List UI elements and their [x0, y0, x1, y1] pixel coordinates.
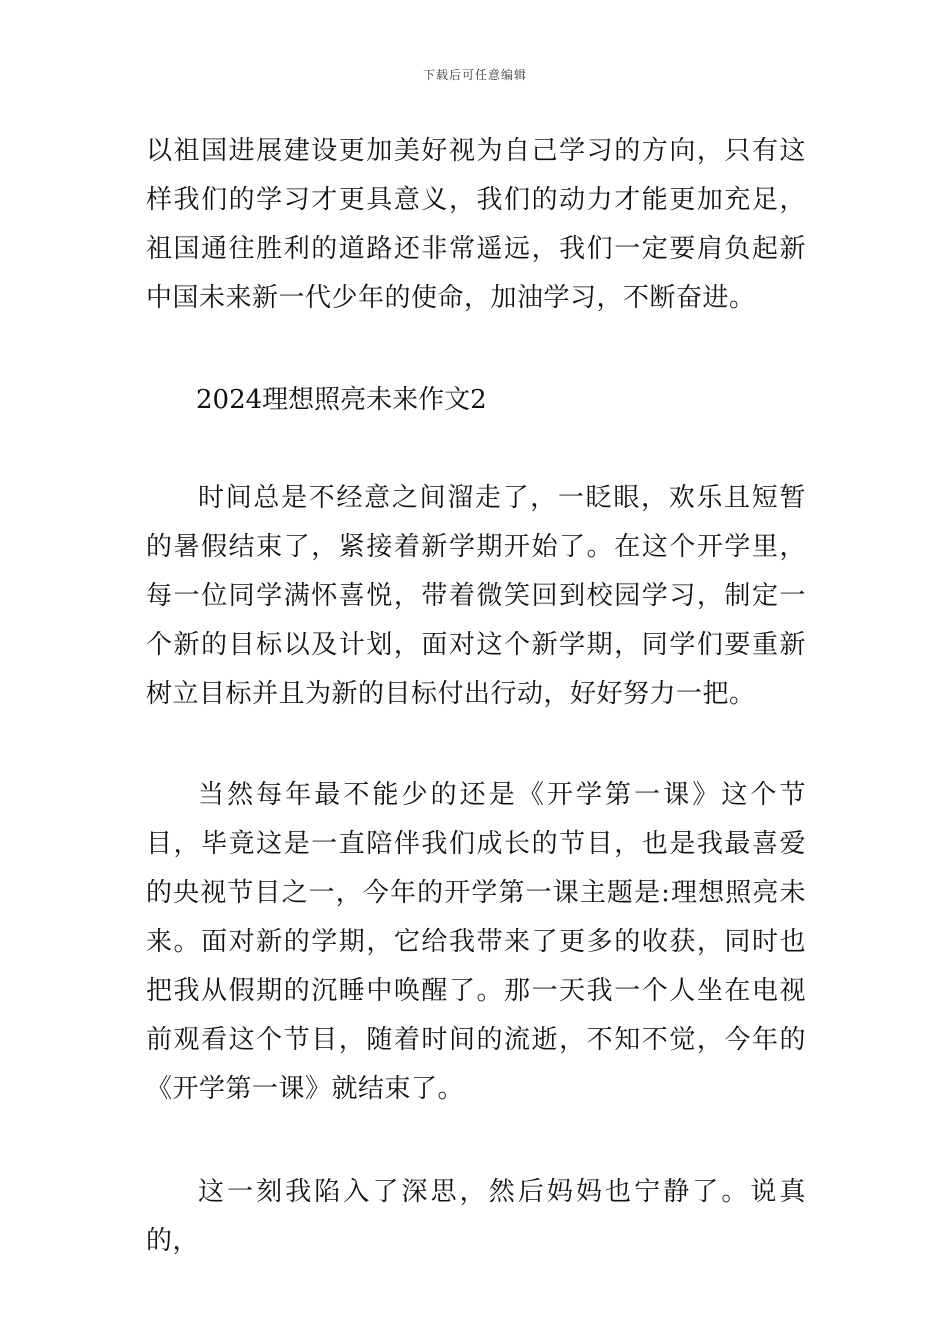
paragraph-2: 时间总是不经意之间溜走了，一眨眼，欢乐且短暂的暑假结束了，紧接着新学期开始了。在这个开学里，每一位同学满怀喜悦，带着微笑回到校园学习，制定一个新的目标以及计划，面对这个新学期，同学们要重新树立目标并且为新的目标付出行动，好好努力一把。 — [146, 483, 806, 709]
paragraph-3: 当然每年最不能少的还是《开学第一课》这个节目，毕竟这是一直陪伴我们成长的节目，也是我最喜爱的央视节目之一，今年的开学第一课主题是:理想照亮未来。面对新的学期，它给我带来了更多的收获，同时也把我从假期的沉睡中唤醒了。那一天我一个人坐在电视前观看这个节目，随着时间的流逝，不知不觉，今年的《开学第一课》就结束了。 — [146, 780, 806, 1104]
paragraph-4: 这一刻我陷入了深思，然后妈妈也宁静了。说真的， — [146, 1177, 806, 1256]
essay-heading: 2024理想照亮未来作文2 — [196, 385, 487, 415]
paragraph-1: 以祖国进展建设更加美好视为自己学习的方向，只有这样我们的学习才更具意义，我们的动力才能更加充足，祖国通往胜利的道路还非常遥远，我们一定要肩负起新中国未来新一代少年的使命，加油学习，不断奋进。 — [146, 136, 806, 313]
page-header: 下载后可任意编辑 — [422, 68, 527, 82]
